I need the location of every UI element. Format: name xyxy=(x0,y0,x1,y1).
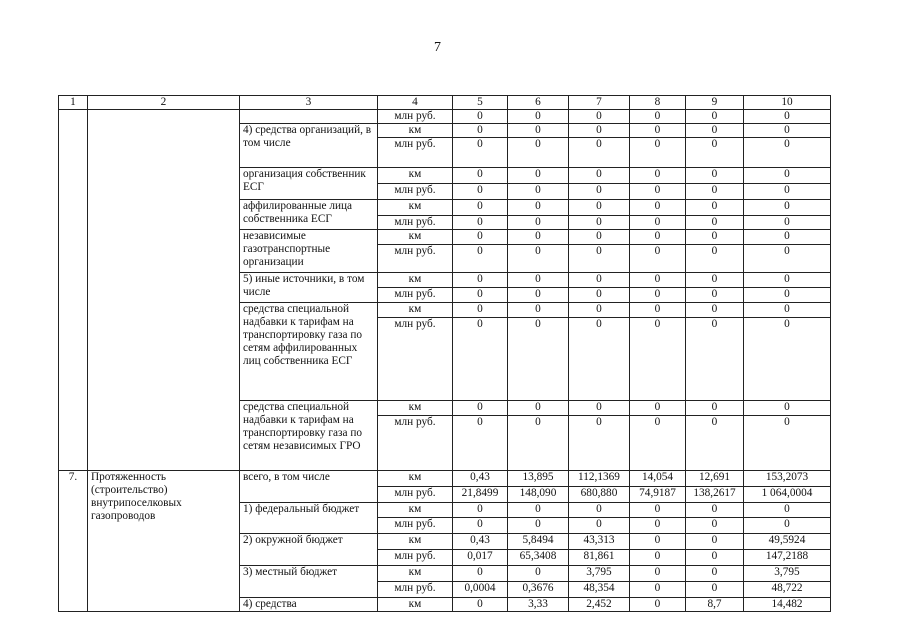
unit-cell: км xyxy=(378,565,453,581)
value-cell: 138,2617 xyxy=(686,486,744,502)
value-cell: 0 xyxy=(569,123,630,137)
value-cell: 0 xyxy=(508,502,569,517)
value-cell: 0 xyxy=(744,199,831,215)
value-cell: 0 xyxy=(453,597,508,611)
value-cell: 0 xyxy=(630,565,686,581)
value-cell: 0 xyxy=(630,581,686,597)
funding-source-label: организация собственник ЕСГ xyxy=(240,167,378,199)
value-cell: 112,1369 xyxy=(569,470,630,486)
value-cell: 0,3676 xyxy=(508,581,569,597)
header-cell: 4 xyxy=(378,96,453,110)
value-cell: 0 xyxy=(630,287,686,302)
value-cell: 14,482 xyxy=(744,597,831,611)
value-cell: 0 xyxy=(569,400,630,415)
unit-cell: млн руб. xyxy=(378,317,453,400)
value-cell: 0 xyxy=(569,272,630,287)
funding-source-label: аффилированные лица собственника ЕСГ xyxy=(240,199,378,229)
unit-cell: км xyxy=(378,400,453,415)
value-cell: 0 xyxy=(569,302,630,317)
value-cell: 0 xyxy=(453,272,508,287)
value-cell: 0 xyxy=(453,199,508,215)
section-title: Протяженность (строительство) внутрипоселковых газопроводов xyxy=(88,470,240,611)
unit-cell: км xyxy=(378,597,453,611)
value-cell: 14,054 xyxy=(630,470,686,486)
value-cell: 74,9187 xyxy=(630,486,686,502)
value-cell: 0 xyxy=(453,123,508,137)
value-cell: 0,017 xyxy=(453,549,508,565)
value-cell: 0 xyxy=(508,167,569,183)
value-cell: 0 xyxy=(569,502,630,517)
unit-cell: млн руб. xyxy=(378,137,453,167)
section-number: 7. xyxy=(59,470,88,611)
value-cell: 0 xyxy=(569,215,630,229)
header-cell: 5 xyxy=(453,96,508,110)
value-cell: 43,313 xyxy=(569,533,630,549)
value-cell: 0 xyxy=(630,502,686,517)
blank-cell xyxy=(59,110,88,471)
value-cell: 0 xyxy=(453,229,508,244)
value-cell: 0 xyxy=(508,183,569,199)
value-cell: 0 xyxy=(508,215,569,229)
value-cell: 3,33 xyxy=(508,597,569,611)
funding-source-label: средства специальной надбавки к тарифам на транспортировку газа по сетям независимых ГРО xyxy=(240,400,378,470)
value-cell: 0 xyxy=(744,415,831,470)
unit-cell: км xyxy=(378,533,453,549)
value-cell: 0 xyxy=(686,137,744,167)
value-cell: 147,2188 xyxy=(744,549,831,565)
value-cell: 0 xyxy=(630,517,686,533)
unit-cell: млн руб. xyxy=(378,549,453,565)
unit-cell: млн руб. xyxy=(378,183,453,199)
value-cell: 0 xyxy=(744,400,831,415)
value-cell: 13,895 xyxy=(508,470,569,486)
unit-cell: км xyxy=(378,199,453,215)
unit-cell: млн руб. xyxy=(378,244,453,272)
value-cell: 153,2073 xyxy=(744,470,831,486)
unit-cell: млн руб. xyxy=(378,581,453,597)
value-cell: 0 xyxy=(508,415,569,470)
unit-cell: млн руб. xyxy=(378,110,453,124)
funding-source-label xyxy=(240,110,378,124)
value-cell: 0 xyxy=(508,400,569,415)
value-cell: 0 xyxy=(508,229,569,244)
value-cell: 0 xyxy=(686,110,744,124)
value-cell: 0 xyxy=(744,167,831,183)
value-cell: 0 xyxy=(569,167,630,183)
value-cell: 0 xyxy=(744,517,831,533)
value-cell: 0 xyxy=(686,167,744,183)
value-cell: 49,5924 xyxy=(744,533,831,549)
value-cell: 0 xyxy=(453,565,508,581)
value-cell: 0 xyxy=(686,244,744,272)
header-cell: 8 xyxy=(630,96,686,110)
unit-cell: км xyxy=(378,123,453,137)
value-cell: 0 xyxy=(686,581,744,597)
value-cell: 0 xyxy=(453,137,508,167)
value-cell: 65,3408 xyxy=(508,549,569,565)
unit-cell: млн руб. xyxy=(378,486,453,502)
value-cell: 0 xyxy=(453,167,508,183)
value-cell: 0 xyxy=(569,137,630,167)
value-cell: 0 xyxy=(686,533,744,549)
value-cell: 0 xyxy=(686,400,744,415)
value-cell: 0 xyxy=(508,517,569,533)
value-cell: 0 xyxy=(508,302,569,317)
value-cell: 0 xyxy=(744,110,831,124)
unit-cell: км xyxy=(378,167,453,183)
value-cell: 0 xyxy=(569,183,630,199)
value-cell: 0 xyxy=(744,229,831,244)
value-cell: 0 xyxy=(630,302,686,317)
value-cell: 21,8499 xyxy=(453,486,508,502)
value-cell: 0 xyxy=(453,502,508,517)
value-cell: 0 xyxy=(569,317,630,400)
value-cell: 0 xyxy=(630,549,686,565)
value-cell: 0 xyxy=(453,244,508,272)
value-cell: 0 xyxy=(686,502,744,517)
value-cell: 0 xyxy=(569,199,630,215)
unit-cell: млн руб. xyxy=(378,517,453,533)
value-cell: 0 xyxy=(630,183,686,199)
funding-source-label: независимые газотранспортные организации xyxy=(240,229,378,272)
funding-source-label: 2) окружной бюджет xyxy=(240,533,378,565)
value-cell: 0 xyxy=(508,110,569,124)
funding-source-label: всего, в том числе xyxy=(240,470,378,502)
header-cell: 2 xyxy=(88,96,240,110)
value-cell: 0 xyxy=(630,317,686,400)
value-cell: 0 xyxy=(744,215,831,229)
value-cell: 0 xyxy=(630,215,686,229)
funding-source-label: средства специальной надбавки к тарифам на транспортировку газа по сетям аффилированных лиц собственника ЕСГ xyxy=(240,302,378,400)
value-cell: 0 xyxy=(569,244,630,272)
value-cell: 0 xyxy=(630,415,686,470)
unit-cell: км xyxy=(378,470,453,486)
value-cell: 0 xyxy=(744,183,831,199)
value-cell: 0 xyxy=(453,517,508,533)
value-cell: 0 xyxy=(630,167,686,183)
header-cell: 6 xyxy=(508,96,569,110)
value-cell: 0,43 xyxy=(453,533,508,549)
header-cell: 7 xyxy=(569,96,630,110)
header-row xyxy=(59,96,831,110)
value-cell: 0 xyxy=(686,215,744,229)
value-cell: 0 xyxy=(508,199,569,215)
budget-table xyxy=(58,95,831,612)
value-cell: 0 xyxy=(744,272,831,287)
value-cell: 0 xyxy=(630,123,686,137)
value-cell: 0 xyxy=(453,183,508,199)
value-cell: 0 xyxy=(686,123,744,137)
value-cell: 0,43 xyxy=(453,470,508,486)
page-number: 7 xyxy=(434,40,441,55)
value-cell: 0 xyxy=(453,287,508,302)
value-cell: 0 xyxy=(744,287,831,302)
value-cell: 0 xyxy=(508,317,569,400)
value-cell: 8,7 xyxy=(686,597,744,611)
value-cell: 0 xyxy=(744,123,831,137)
value-cell: 0 xyxy=(453,302,508,317)
header-cell: 3 xyxy=(240,96,378,110)
funding-source-label: 4) средства xyxy=(240,597,378,611)
value-cell: 0 xyxy=(508,244,569,272)
value-cell: 148,090 xyxy=(508,486,569,502)
value-cell: 0 xyxy=(630,244,686,272)
value-cell: 3,795 xyxy=(744,565,831,581)
value-cell: 0 xyxy=(630,229,686,244)
value-cell: 0 xyxy=(453,110,508,124)
value-cell: 0 xyxy=(569,229,630,244)
value-cell: 0 xyxy=(508,272,569,287)
value-cell: 0 xyxy=(508,123,569,137)
funding-source-label: 5) иные источники, в том числе xyxy=(240,272,378,302)
value-cell: 0 xyxy=(453,415,508,470)
value-cell: 0 xyxy=(744,502,831,517)
table-row xyxy=(59,470,831,486)
funding-source-label: 4) средства организаций, в том числе xyxy=(240,123,378,167)
value-cell: 0 xyxy=(508,287,569,302)
value-cell: 0 xyxy=(744,244,831,272)
unit-cell: км xyxy=(378,272,453,287)
value-cell: 12,691 xyxy=(686,470,744,486)
value-cell: 0 xyxy=(630,597,686,611)
unit-cell: км xyxy=(378,502,453,517)
value-cell: 3,795 xyxy=(569,565,630,581)
blank-cell xyxy=(88,110,240,471)
value-cell: 680,880 xyxy=(569,486,630,502)
value-cell: 0 xyxy=(569,110,630,124)
value-cell: 0 xyxy=(686,415,744,470)
value-cell: 0 xyxy=(569,517,630,533)
value-cell: 0 xyxy=(569,415,630,470)
value-cell: 0 xyxy=(630,272,686,287)
value-cell: 0 xyxy=(453,400,508,415)
value-cell: 0 xyxy=(508,137,569,167)
header-cell: 9 xyxy=(686,96,744,110)
value-cell: 0,0004 xyxy=(453,581,508,597)
value-cell: 0 xyxy=(453,215,508,229)
value-cell: 0 xyxy=(744,137,831,167)
header-cell: 1 xyxy=(59,96,88,110)
value-cell: 0 xyxy=(686,565,744,581)
value-cell: 0 xyxy=(453,317,508,400)
unit-cell: км xyxy=(378,302,453,317)
value-cell: 0 xyxy=(686,549,744,565)
unit-cell: км xyxy=(378,229,453,244)
table-row xyxy=(59,110,831,124)
value-cell: 0 xyxy=(686,287,744,302)
value-cell: 1 064,0004 xyxy=(744,486,831,502)
value-cell: 0 xyxy=(686,317,744,400)
value-cell: 0 xyxy=(686,302,744,317)
value-cell: 0 xyxy=(744,302,831,317)
value-cell: 0 xyxy=(630,110,686,124)
header-cell: 10 xyxy=(744,96,831,110)
unit-cell: млн руб. xyxy=(378,287,453,302)
value-cell: 81,861 xyxy=(569,549,630,565)
unit-cell: млн руб. xyxy=(378,415,453,470)
value-cell: 48,722 xyxy=(744,581,831,597)
value-cell: 0 xyxy=(630,533,686,549)
value-cell: 0 xyxy=(508,565,569,581)
value-cell: 48,354 xyxy=(569,581,630,597)
unit-cell: млн руб. xyxy=(378,215,453,229)
value-cell: 5,8494 xyxy=(508,533,569,549)
value-cell: 0 xyxy=(686,517,744,533)
value-cell: 0 xyxy=(686,199,744,215)
value-cell: 0 xyxy=(686,229,744,244)
funding-source-label: 3) местный бюджет xyxy=(240,565,378,597)
value-cell: 0 xyxy=(569,287,630,302)
value-cell: 0 xyxy=(686,183,744,199)
value-cell: 0 xyxy=(630,400,686,415)
value-cell: 0 xyxy=(686,272,744,287)
value-cell: 0 xyxy=(744,317,831,400)
value-cell: 2,452 xyxy=(569,597,630,611)
funding-source-label: 1) федеральный бюджет xyxy=(240,502,378,533)
value-cell: 0 xyxy=(630,199,686,215)
value-cell: 0 xyxy=(630,137,686,167)
